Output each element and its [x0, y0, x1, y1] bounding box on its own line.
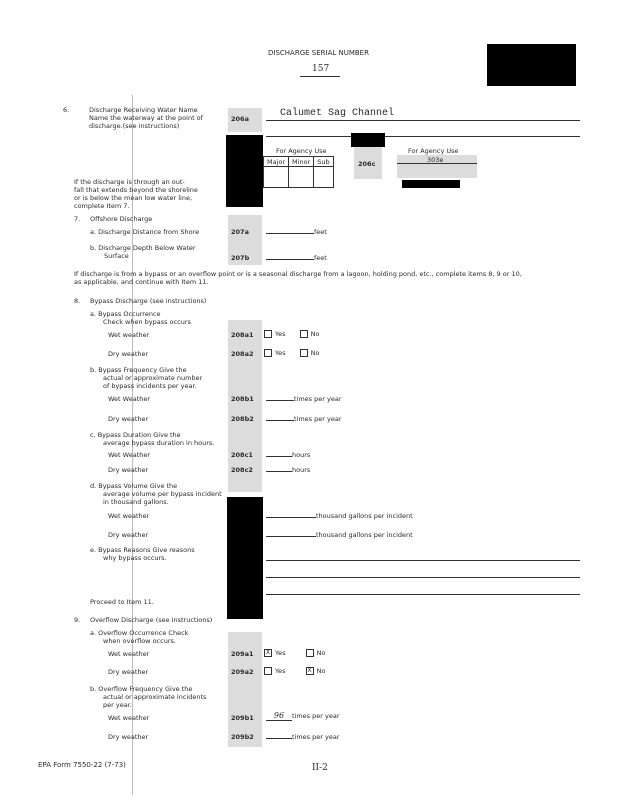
- redaction-box-header: [487, 44, 576, 86]
- item7b-code: 207b: [231, 254, 250, 262]
- redaction-box-item6: [226, 135, 263, 207]
- item9b-label-line1: b. Overflow Frequency Give the: [90, 685, 193, 693]
- item9b-label-line2: actual or approximate incidents: [103, 693, 207, 701]
- item9b-wet-value: 96: [266, 712, 292, 721]
- item8c-wet-label: Wet Weather: [108, 451, 151, 459]
- item9a-wet-label: Wet weather: [108, 650, 150, 658]
- serial-underline: [300, 76, 340, 77]
- item7a-label: a. Discharge Distance from Shore: [90, 228, 200, 236]
- item8d-dry-field[interactable]: [266, 531, 413, 539]
- item8c-wet-unit: hours: [292, 451, 311, 459]
- item8d-dry-label: Dry weather: [108, 531, 149, 539]
- item8a-label-line2: Check when bypass occurs: [103, 318, 191, 326]
- item9a-dry-no-label: No: [316, 667, 326, 675]
- item8d-dry-unit: thousand gallons per incident: [316, 531, 413, 539]
- item7b-label-line2: Surface: [104, 252, 129, 260]
- item6-code: 206a: [231, 115, 249, 123]
- item8a-wet-yes-checkbox[interactable]: [264, 330, 272, 338]
- item8c-wet-code: 208c1: [231, 451, 253, 459]
- item9b-dry-field[interactable]: [266, 733, 340, 741]
- item9-title: Overflow Discharge (see instructions): [90, 616, 213, 624]
- item9a-dry-code: 209a2: [231, 668, 254, 676]
- instruction-line1: If discharge is from a bypass or an overflow point or is a seasonal discharge from a lagoon, holding pond, etc., complete items 8, 9 or 10,: [74, 270, 522, 278]
- bypass-reasons-line2[interactable]: [266, 577, 580, 578]
- item8c-label-line1: c. Bypass Duration Give the: [90, 431, 181, 439]
- agency-use-table: [263, 156, 334, 188]
- item7b-field[interactable]: [266, 254, 327, 262]
- item8a-dry-label: Dry weather: [108, 350, 149, 358]
- item9a-dry-yes-checkbox[interactable]: [264, 667, 272, 675]
- item9a-dry-label: Dry weather: [108, 668, 149, 676]
- item8b-dry-label: Dry weather: [108, 415, 149, 423]
- instruction-line2: as applicable, and continue with Item 11.: [74, 278, 209, 286]
- redaction-box-item8: [227, 497, 263, 619]
- item6-note-line4: complete Item 7.: [74, 202, 130, 210]
- agency-cell-sub[interactable]: [314, 167, 333, 188]
- water-name-line2: [266, 136, 580, 137]
- item8-number: 8.: [74, 297, 81, 305]
- item9a-wet-yes-label: Yes: [275, 649, 286, 657]
- item6-note-line3: or is below the mean low water line,: [74, 194, 193, 202]
- item6-label-line1: Discharge Receiving Water Name: [89, 106, 198, 114]
- item8c-dry-label: Dry weather: [108, 466, 149, 474]
- footer-page-number: II-2: [312, 763, 328, 773]
- item8b-dry-field[interactable]: [266, 415, 342, 423]
- agency-use-title-1: For Agency Use: [276, 147, 327, 155]
- item8a-dry-no-checkbox[interactable]: [300, 349, 308, 357]
- item8b-label-line3: of bypass incidents per year.: [103, 382, 197, 390]
- item8a-wet-no-checkbox[interactable]: [300, 330, 308, 338]
- item9a-label-line2: when overflow occurs.: [103, 637, 176, 645]
- item8a-dry-no-label: No: [310, 349, 320, 357]
- item9b-wet-field[interactable]: [266, 712, 340, 721]
- item8a-label-line1: a. Bypass Occurrence: [90, 310, 161, 318]
- item9a-wet-no-label: No: [316, 649, 326, 657]
- item8d-label-line3: in thousand gallons.: [103, 498, 169, 506]
- item6-label-line2: Name the waterway at the point of: [89, 114, 203, 122]
- item8b-dry-unit: times per year: [294, 415, 342, 423]
- item8d-label-line1: d. Bypass Volume Give the: [90, 482, 178, 490]
- redaction-box-agency2: [402, 180, 460, 188]
- item9a-dry-no-checkbox[interactable]: X: [307, 667, 312, 674]
- item7-number: 7.: [74, 215, 81, 223]
- serial-number-title: DISCHARGE SERIAL NUMBER: [268, 49, 369, 57]
- item7a-code: 207a: [231, 228, 249, 236]
- agency2-code: 303e: [427, 156, 444, 164]
- agency2-divider: [397, 163, 477, 164]
- item8a-dry-yes-checkbox[interactable]: [264, 349, 272, 357]
- serial-number-value: 157: [312, 64, 330, 74]
- item9b-dry-label: Dry weather: [108, 733, 149, 741]
- item8a-wet-code: 208a1: [231, 331, 254, 339]
- agency-col-major: Major: [264, 157, 289, 167]
- item8a-wet-no-label: No: [310, 330, 320, 338]
- item8b-wet-unit: times per year: [294, 395, 342, 403]
- item8b-wet-label: Wet Weather: [108, 395, 151, 403]
- item8a-wet-yes-label: Yes: [275, 330, 286, 338]
- item9a-wet-code: 209a1: [231, 650, 254, 658]
- item8e-label-line1: e. Bypass Reasons Give reasons: [90, 546, 195, 554]
- item9b-wet-label: Wet weather: [108, 714, 150, 722]
- item8e-label-line2: why bypass occurs.: [103, 554, 167, 562]
- item9a-label-line1: a. Overflow Occurrence Check: [90, 629, 189, 637]
- item6-code2: 206c: [358, 160, 376, 168]
- item7a-field[interactable]: [266, 228, 327, 236]
- item7b-unit: feet: [314, 254, 327, 262]
- item7b-label-line1: b. Discharge Depth Below Water: [90, 244, 196, 252]
- agency-cell-minor[interactable]: [289, 167, 314, 188]
- agency-col-minor: Minor: [289, 157, 314, 167]
- item9b-label-line3: per year.: [103, 701, 132, 709]
- item8c-dry-unit: hours: [292, 466, 311, 474]
- water-name-line1: [266, 120, 580, 121]
- footer-form-number: EPA Form 7550-22 (7-73): [38, 761, 126, 769]
- item9a-wet-yes-checkbox[interactable]: X: [265, 649, 271, 656]
- item9b-dry-unit: times per year: [292, 733, 340, 741]
- agency-use-title-2: For Agency Use: [408, 147, 459, 155]
- agency-col-sub: Sub: [314, 157, 333, 167]
- item9-number: 9.: [74, 616, 81, 624]
- item9a-dry-yes-label: Yes: [275, 667, 286, 675]
- item9b-wet-code: 209b1: [231, 714, 254, 722]
- item7a-unit: feet: [314, 228, 327, 236]
- item8c-dry-field[interactable]: [266, 466, 310, 474]
- item9b-dry-code: 209b2: [231, 733, 254, 741]
- item8b-dry-code: 208b2: [231, 415, 254, 423]
- item8a-dry-yes-label: Yes: [275, 349, 286, 357]
- item8c-label-line2: average bypass duration in hours.: [103, 439, 215, 447]
- item7-title: Offshore Discharge: [90, 215, 153, 223]
- receiving-water-name[interactable]: Calumet Sag Channel: [280, 108, 395, 119]
- redaction-box-small: [351, 133, 385, 147]
- item8d-label-line2: average volume per bypass incident: [103, 490, 222, 498]
- item8d-wet-unit: thousand gallons per incident: [316, 512, 413, 520]
- item6-note-line1: If the discharge is through an out-: [74, 178, 185, 186]
- item8b-label-line2: actual or approximate number: [103, 374, 203, 382]
- item6-number: 6.: [63, 106, 70, 114]
- item8a-dry-code: 208a2: [231, 350, 254, 358]
- item8b-wet-field[interactable]: [266, 395, 342, 403]
- item8-title: Bypass Discharge (see instructions): [90, 297, 207, 305]
- item8b-label-line1: b. Bypass Frequency Give the: [90, 366, 187, 374]
- agency-cell-major[interactable]: [264, 167, 289, 188]
- item8d-wet-label: Wet weather: [108, 512, 150, 520]
- item6-note-line2: fall that extends beyond the shoreline: [74, 186, 198, 194]
- item6-label-line3: discharge.(see instructions): [89, 122, 180, 130]
- item8c-dry-code: 208c2: [231, 466, 253, 474]
- item8a-wet-label: Wet weather: [108, 331, 150, 339]
- item8b-wet-code: 208b1: [231, 395, 254, 403]
- item8c-wet-field[interactable]: [266, 451, 310, 459]
- item9b-wet-unit: times per year: [292, 712, 340, 720]
- item9a-wet-no-checkbox[interactable]: [306, 649, 314, 657]
- item8d-wet-field[interactable]: [266, 512, 413, 520]
- bypass-reasons-line3[interactable]: [266, 594, 580, 595]
- bypass-reasons-line1[interactable]: [266, 560, 580, 561]
- item8-proceed: Proceed to Item 11.: [90, 598, 154, 606]
